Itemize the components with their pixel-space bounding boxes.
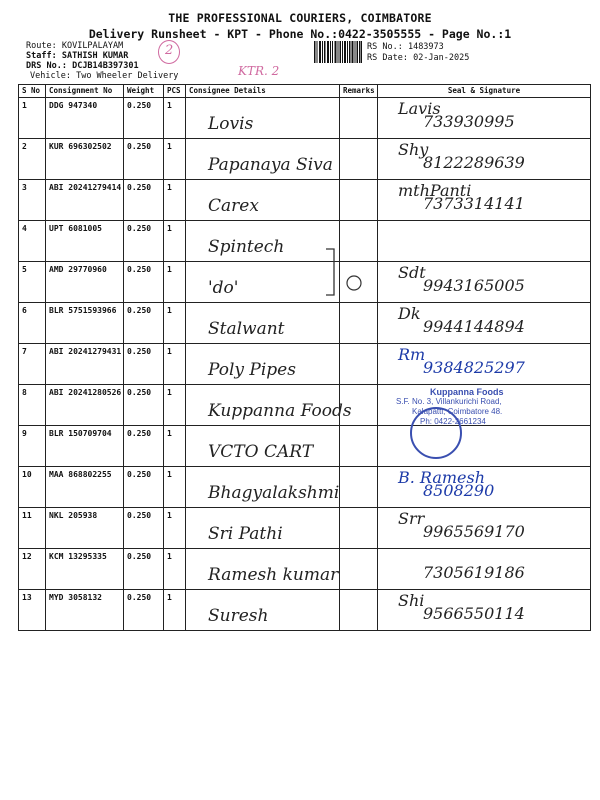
remarks-cell [340,426,378,467]
weight-cell [124,344,164,385]
weight-cell [124,139,164,180]
consignment-cell [46,98,124,139]
table-row [19,221,591,262]
signature-cell [378,262,591,303]
table-row [19,344,591,385]
pcs-cell-text: 1 [167,552,172,561]
pcs-cell-text: 1 [167,142,172,151]
rs-date-label: RS Date: [367,53,408,63]
weight-cell [124,467,164,508]
consignment-cell-text: DDG 947340 [49,101,98,110]
col-header-pcs: PCS [164,85,186,98]
hand-circle-mark [158,40,180,64]
sno-cell-text: 1 [22,101,27,110]
signature-cell [378,344,591,385]
staff-label: Staff: [26,51,57,61]
rs-no-value: 1483973 [407,42,444,52]
consignee-cell [186,221,340,262]
table-row [19,262,591,303]
table-row [19,98,591,139]
consignee-cell [186,303,340,344]
pcs-cell-text: 1 [167,306,172,315]
consignee-handwriting: 'do' [208,278,239,298]
consignee-handwriting: VCTO CART [208,442,314,462]
consignee-handwriting: Ramesh kumar [208,565,339,585]
pcs-cell-text: 1 [167,429,172,438]
table-row [19,180,591,221]
weight-cell-text: 0.250 [127,265,152,274]
consignee-handwriting: Sri Pathi [208,524,283,544]
sno-cell-text: 7 [22,347,27,356]
pcs-cell [164,139,186,180]
consignment-cell [46,467,124,508]
sno-cell-text: 13 [22,593,32,602]
consignee-cell [186,426,340,467]
pcs-cell [164,344,186,385]
consignee-cell [186,508,340,549]
consignment-cell [46,139,124,180]
drs-label: DRS No.: [26,61,67,71]
pcs-cell [164,221,186,262]
consignee-handwriting: Bhagyalakshmi [208,483,340,503]
signature-phone-handwriting: 733930995 [423,112,515,131]
remarks-cell [340,344,378,385]
barcode-image [314,41,362,63]
drs-line [26,61,139,71]
consignee-cell [186,180,340,221]
weight-cell-text: 0.250 [127,224,152,233]
signature-phone-handwriting: 8122289639 [423,153,525,172]
consignee-handwriting: Stalwant [208,319,285,339]
remarks-cell [340,98,378,139]
sno-cell [19,98,46,139]
sno-cell [19,467,46,508]
signature-cell [378,221,591,262]
weight-cell-text: 0.250 [127,347,152,356]
col-header-remarks: Remarks [340,85,378,98]
consignment-cell-text: ABI 20241280526 [49,388,122,397]
signature-phone-handwriting: 8508290 [423,481,495,500]
table-row [19,590,591,631]
signature-handwriting: Shy [398,140,429,159]
signature-phone-handwriting: 9566550114 [423,604,525,623]
col-header-weight: Weight [124,85,164,98]
table-header-row [19,85,591,98]
stamp-line-1: Kuppanna Foods [430,387,504,397]
signature-phone-handwriting: 9944144894 [423,317,525,336]
consignment-cell-text: MAA 868802255 [49,470,112,479]
pcs-cell [164,549,186,590]
sno-cell [19,590,46,631]
consignee-handwriting: Papanaya Siva [208,155,333,175]
weight-cell-text: 0.250 [127,429,152,438]
sno-cell [19,385,46,426]
pcs-cell [164,262,186,303]
consignment-cell [46,262,124,303]
weight-cell-text: 0.250 [127,388,152,397]
col-header-consignment: Consignment No [46,85,124,98]
pcs-cell-text: 1 [167,470,172,479]
signature-cell [378,303,591,344]
sno-cell-text: 5 [22,265,27,274]
signature-phone-handwriting: 9965569170 [423,522,525,541]
weight-cell-text: 0.250 [127,593,152,602]
sno-cell-text: 2 [22,142,27,151]
weight-cell [124,590,164,631]
pcs-cell [164,98,186,139]
pcs-cell-text: 1 [167,347,172,356]
consignment-cell-text: MYD 3058132 [49,593,102,602]
signature-cell [378,180,591,221]
consignment-cell [46,426,124,467]
weight-cell [124,303,164,344]
remarks-cell [340,549,378,590]
sno-cell [19,508,46,549]
weight-cell [124,508,164,549]
signature-handwriting: Sdt [398,263,426,282]
weight-cell-text: 0.250 [127,552,152,561]
signature-handwriting: Srr [398,509,425,528]
rs-date-line [367,53,469,63]
table-row [19,467,591,508]
signature-cell [378,590,591,631]
drs-value: DCJB14B397301 [72,61,139,71]
route-label: Route: [26,41,57,51]
pcs-cell [164,303,186,344]
pcs-cell [164,385,186,426]
hand-bracket-mark [322,247,372,302]
pcs-cell-text: 1 [167,511,172,520]
consignee-cell [186,98,340,139]
consignment-cell-text: AMD 29770960 [49,265,107,274]
consignment-cell-text: KUR 696302502 [49,142,112,151]
pcs-cell-text: 1 [167,183,172,192]
route-value: KOVILPALAYAM [61,41,124,51]
pcs-cell [164,467,186,508]
sno-cell [19,139,46,180]
vehicle-label: Vehicle: [30,71,71,81]
remarks-cell [340,180,378,221]
consignment-cell [46,508,124,549]
sno-cell [19,262,46,303]
remarks-cell [340,385,378,426]
signature-cell [378,139,591,180]
signature-handwriting: B. Ramesh [398,468,486,487]
signature-handwriting: Lavis [398,99,441,118]
signature-handwriting: mthPanti [398,181,472,200]
runsheet-table [18,84,591,631]
consignment-cell [46,549,124,590]
weight-cell-text: 0.250 [127,511,152,520]
hand-mark-number: 2 [165,43,174,58]
sno-cell-text: 12 [22,552,32,561]
sno-cell-text: 11 [22,511,32,520]
company-stamp [390,387,550,435]
weight-cell-text: 0.250 [127,101,152,110]
sno-cell-text: 3 [22,183,27,192]
remarks-cell [340,303,378,344]
weight-cell [124,262,164,303]
sno-cell [19,180,46,221]
stamp-line-4: Ph: 0422-2661234 [420,417,486,426]
consignee-handwriting: Spintech [208,237,285,257]
rs-no-label: RS No.: [367,42,403,52]
sno-cell [19,549,46,590]
signature-handwriting: Dk [398,304,421,323]
remarks-cell [340,508,378,549]
consignee-cell [186,467,340,508]
sno-cell-text: 6 [22,306,27,315]
sno-cell-text: 10 [22,470,32,479]
weight-cell-text: 0.250 [127,306,152,315]
consignee-handwriting: Poly Pipes [208,360,296,380]
signature-cell [378,98,591,139]
pcs-cell [164,590,186,631]
table-row [19,139,591,180]
signature-cell [378,467,591,508]
signature-phone-handwriting: 7373314141 [423,194,525,213]
consignment-cell [46,344,124,385]
signature-handwriting: Shi [398,591,425,610]
sno-cell [19,344,46,385]
signature-phone-handwriting: 9384825297 [423,358,525,377]
consignee-cell [186,139,340,180]
consignee-cell [186,590,340,631]
pcs-cell [164,508,186,549]
signature-phone-handwriting: 9943165005 [423,276,525,295]
consignee-handwriting: Suresh [208,606,269,626]
weight-cell [124,180,164,221]
sno-cell [19,221,46,262]
consignment-cell-text: BLR 150709704 [49,429,112,438]
staff-line [26,51,128,61]
signature-cell [378,549,591,590]
table-row [19,303,591,344]
table-row [19,549,591,590]
sno-cell [19,426,46,467]
weight-cell-text: 0.250 [127,142,152,151]
vehicle-line [30,71,178,81]
stamp-line-2: S.F. No. 3, Villankurichi Road, [396,397,502,406]
signature-handwriting: Rm [398,345,426,364]
pcs-cell-text: 1 [167,388,172,397]
consignment-cell-text: ABI 20241279431 [49,347,122,356]
consignment-cell [46,385,124,426]
weight-cell [124,385,164,426]
consignee-handwriting: Kuppanna Foods [208,401,352,421]
hand-mark-ktr: KTR. 2 [238,64,280,78]
vehicle-value: Two Wheeler Delivery [76,71,179,81]
consignment-cell [46,221,124,262]
pcs-cell-text: 1 [167,101,172,110]
pcs-cell-text: 1 [167,224,172,233]
route-line [26,41,123,51]
consignment-cell [46,303,124,344]
stamp-line-3: Kalapatti, Coimbatore 48. [412,407,503,416]
table-row [19,508,591,549]
consignee-cell [186,262,340,303]
consignment-cell [46,590,124,631]
pcs-cell [164,426,186,467]
consignee-handwriting: Carex [208,196,259,216]
remarks-cell [340,467,378,508]
col-header-consignee: Consignee Details [186,85,340,98]
pcs-cell-text: 1 [167,265,172,274]
signature-phone-handwriting: 7305619186 [423,563,525,582]
consignment-cell [46,180,124,221]
col-header-sno: S No [19,85,46,98]
consignment-cell-text: BLR 5751593966 [49,306,117,315]
sno-cell-text: 8 [22,388,27,397]
rs-date-value: 02-Jan-2025 [413,53,470,63]
remarks-cell [340,139,378,180]
rs-no-line [367,42,444,52]
weight-cell [124,426,164,467]
sno-cell-text: 9 [22,429,27,438]
col-header-signature: Seal & Signature [378,85,591,98]
consignment-cell-text: UPT 6081005 [49,224,102,233]
runsheet-subtitle: Delivery Runsheet - KPT - Phone No.:0422-3505555 - Page No.:1 [88,27,512,41]
signature-cell [378,508,591,549]
weight-cell [124,549,164,590]
pcs-cell-text: 1 [167,593,172,602]
weight-cell-text: 0.250 [127,470,152,479]
consignee-handwriting: Lovis [208,114,254,134]
consignee-cell [186,385,352,426]
sno-cell [19,303,46,344]
consignee-cell [186,344,340,385]
pcs-cell [164,180,186,221]
sno-cell-text: 4 [22,224,27,233]
weight-cell [124,98,164,139]
remarks-cell [340,590,378,631]
consignment-cell-text: NKL 205938 [49,511,98,520]
consignment-cell-text: ABI 20241279414 [49,183,122,192]
consignment-cell-text: KCM 13295335 [49,552,107,561]
consignee-cell [186,549,340,590]
company-title: THE PROFESSIONAL COURIERS, COIMBATORE [168,11,432,25]
weight-cell [124,221,164,262]
weight-cell-text: 0.250 [127,183,152,192]
staff-value: SATHISH KUMAR [61,51,129,61]
